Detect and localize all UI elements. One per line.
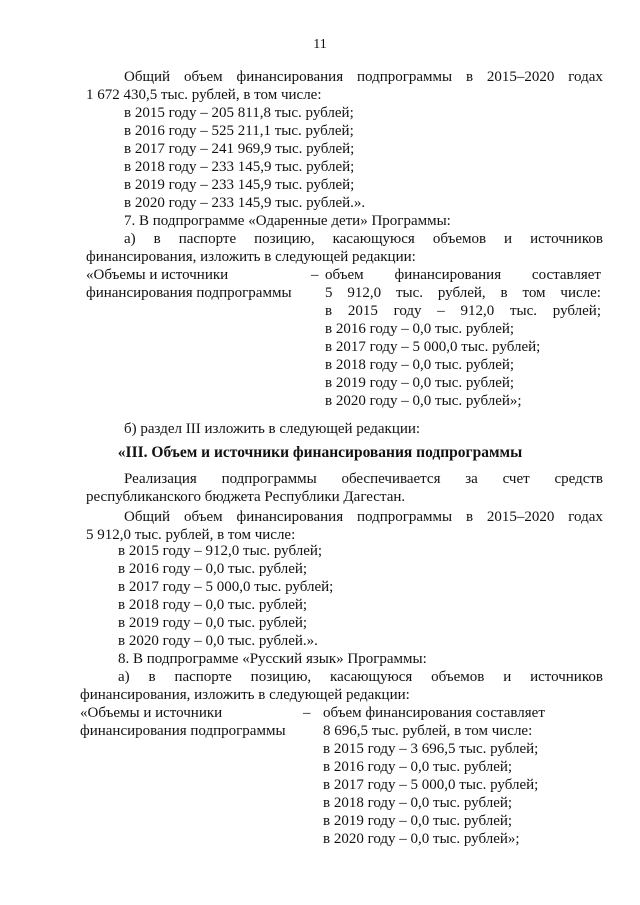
page-number: 11 bbox=[313, 37, 327, 52]
word: 5 bbox=[325, 285, 333, 301]
item7-value-year: в 2020 году – 0,0 тыс. рублей»; bbox=[325, 393, 522, 409]
word: в bbox=[500, 285, 508, 301]
item7-a-line bbox=[124, 230, 603, 248]
word: годах bbox=[568, 509, 603, 525]
word: Общий bbox=[124, 69, 171, 85]
word: объемов bbox=[432, 231, 487, 247]
word: а) bbox=[124, 231, 136, 247]
item8-a-line bbox=[118, 668, 603, 686]
item8-value-line: в 2019 году – 0,0 тыс. рублей; bbox=[323, 813, 513, 829]
word: в bbox=[465, 69, 474, 85]
word: паспорте bbox=[178, 231, 237, 247]
section-year: в 2017 году – 5 000,0 тыс. рублей; bbox=[118, 579, 334, 595]
item8-dash: – bbox=[303, 705, 311, 721]
word: в bbox=[325, 303, 333, 319]
item8-value-line: в 2015 году – 3 696,5 тыс. рублей; bbox=[323, 741, 539, 757]
word: позицию, bbox=[250, 669, 312, 685]
item7-value-year: в 2017 году – 5 000,0 тыс. рублей; bbox=[325, 339, 541, 355]
word: средств bbox=[554, 471, 603, 487]
year-line: в 2019 году – 233 145,9 тыс. рублей; bbox=[124, 177, 355, 193]
section-year: в 2019 году – 0,0 тыс. рублей; bbox=[118, 615, 308, 631]
item8-value-line: объем финансирования составляет bbox=[323, 705, 545, 721]
section-year: в 2020 году – 0,0 тыс. рублей.». bbox=[118, 633, 318, 649]
item7-heading: 7. В подпрограмме «Одаренные дети» Программы: bbox=[124, 213, 451, 229]
word: – bbox=[437, 303, 445, 319]
item8-label-1: «Объемы и источники bbox=[80, 705, 223, 721]
word: касающуюся bbox=[330, 669, 413, 685]
section-year: в 2016 году – 0,0 тыс. рублей; bbox=[118, 561, 308, 577]
item8-a-cont: финансирования, изложить в следующей редакции: bbox=[80, 687, 410, 703]
year-line: в 2016 году – 525 211,1 тыс. рублей; bbox=[124, 123, 354, 139]
item8-value-line: в 2018 году – 0,0 тыс. рублей; bbox=[323, 795, 513, 811]
word: Реализация bbox=[124, 471, 197, 487]
total-line-1 bbox=[124, 68, 603, 86]
word: финансирования bbox=[394, 267, 502, 283]
word: подпрограммы bbox=[356, 69, 453, 85]
word: финансирования bbox=[236, 509, 344, 525]
word: касающуюся bbox=[332, 231, 415, 247]
word: а) bbox=[118, 669, 130, 685]
word: том bbox=[522, 285, 546, 301]
section-heading: «III. Объем и источники финансирования подпрограммы bbox=[117, 444, 523, 461]
item7-b-line: б) раздел III изложить в следующей редакции: bbox=[124, 421, 421, 437]
word: составляет bbox=[531, 267, 601, 283]
item7-label-1: «Объемы и источники bbox=[86, 267, 229, 283]
word: в bbox=[148, 669, 156, 685]
word: тыс. bbox=[395, 285, 424, 301]
word: счет bbox=[502, 471, 530, 487]
item8-label-2: финансирования подпрограммы bbox=[80, 723, 286, 739]
year-line: в 2020 году – 233 145,9 тыс. рублей.». bbox=[124, 195, 366, 211]
word: позицию, bbox=[254, 231, 315, 247]
word: 2015 bbox=[347, 303, 378, 319]
word: за bbox=[465, 471, 478, 487]
word: 912,0 bbox=[460, 303, 495, 319]
section-year: в 2018 году – 0,0 тыс. рублей; bbox=[118, 597, 308, 613]
word: в bbox=[465, 509, 474, 525]
item8-value-line: в 2016 году – 0,0 тыс. рублей; bbox=[323, 759, 513, 775]
word: объем bbox=[183, 69, 223, 85]
word: рублей, bbox=[437, 285, 486, 301]
item7-value-year: в 2016 году – 0,0 тыс. рублей; bbox=[325, 321, 515, 337]
item8-value-line: в 2020 году – 0,0 тыс. рублей»; bbox=[323, 831, 520, 847]
item8-heading: 8. В подпрограмме «Русский язык» Программы: bbox=[118, 651, 427, 667]
item7-dash: – bbox=[311, 267, 319, 283]
word: году bbox=[393, 303, 422, 319]
realization-line-2: республиканского бюджета Республики Дагестан. bbox=[86, 489, 406, 505]
year-line: в 2015 году – 205 811,8 тыс. рублей; bbox=[124, 105, 354, 121]
item8-value-line: 8 696,5 тыс. рублей, в том числе: bbox=[323, 723, 533, 739]
word: 2015–2020 bbox=[486, 509, 555, 525]
word: годах bbox=[568, 69, 603, 85]
word: подпрограммы bbox=[221, 471, 317, 487]
word: рублей; bbox=[552, 303, 601, 319]
item7-label-2: финансирования подпрограммы bbox=[86, 285, 292, 301]
word: Общий bbox=[124, 509, 171, 525]
word: паспорте bbox=[174, 669, 232, 685]
word: обеспечивается bbox=[341, 471, 441, 487]
word: источников bbox=[530, 231, 603, 247]
item8-value-line: в 2017 году – 5 000,0 тыс. рублей; bbox=[323, 777, 539, 793]
item7-value-line-2 bbox=[325, 284, 601, 302]
realization-line-1 bbox=[124, 470, 603, 488]
word: объем bbox=[325, 267, 364, 283]
word: 2015–2020 bbox=[486, 69, 555, 85]
year-line: в 2018 году – 233 145,9 тыс. рублей; bbox=[124, 159, 355, 175]
word: финансирования bbox=[236, 69, 344, 85]
total-line-2: 1 672 430,5 тыс. рублей, в том числе: bbox=[86, 87, 322, 103]
word: объем bbox=[183, 509, 223, 525]
item7-value-year: в 2019 году – 0,0 тыс. рублей; bbox=[325, 375, 515, 391]
item7-value-line-3 bbox=[325, 302, 601, 320]
section-year: в 2015 году – 912,0 тыс. рублей; bbox=[118, 543, 323, 559]
total2-line-1 bbox=[124, 508, 603, 526]
word: и bbox=[503, 669, 512, 685]
year-line: в 2017 году – 241 969,9 тыс. рублей; bbox=[124, 141, 355, 157]
word: тыс. bbox=[510, 303, 538, 319]
word: подпрограммы bbox=[356, 509, 453, 525]
word: 912,0 bbox=[347, 285, 382, 301]
item7-value-line-1 bbox=[325, 266, 601, 284]
item7-a-cont: финансирования, изложить в следующей редакции: bbox=[86, 249, 416, 265]
total2-line-2: 5 912,0 тыс. рублей, в том числе: bbox=[86, 527, 296, 543]
word: и bbox=[504, 231, 513, 247]
item7-value-year: в 2018 году – 0,0 тыс. рублей; bbox=[325, 357, 515, 373]
word: в bbox=[153, 231, 161, 247]
word: объемов bbox=[431, 669, 485, 685]
word: источников bbox=[530, 669, 603, 685]
word: числе: bbox=[560, 285, 601, 301]
